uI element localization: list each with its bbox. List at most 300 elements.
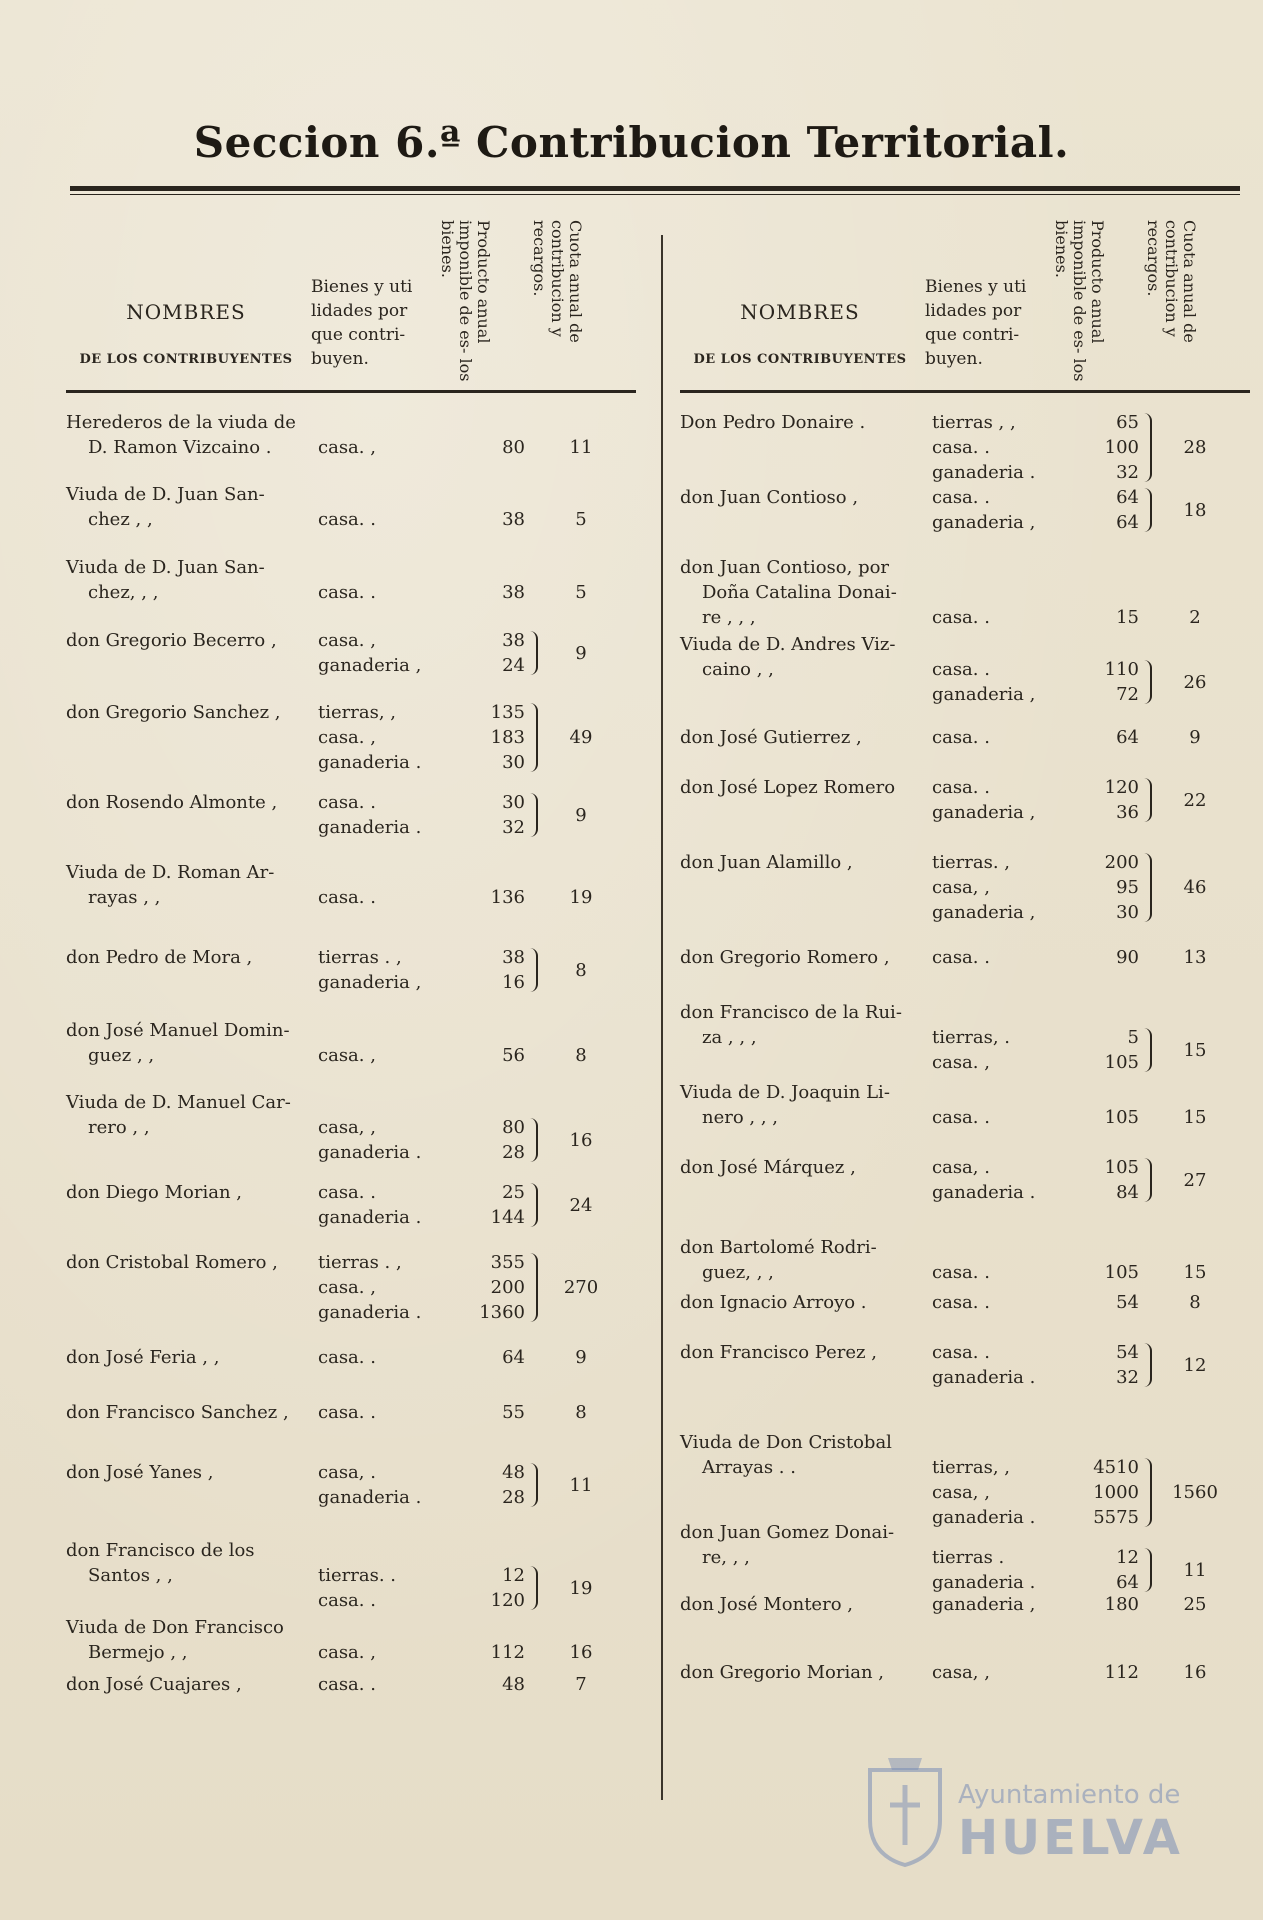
contributor-name-line: caino , , <box>702 659 774 680</box>
property-types <box>318 700 448 775</box>
property-types <box>932 1080 1062 1130</box>
annual-product-value: 64 <box>1116 512 1139 533</box>
contributor-name <box>680 1155 930 1180</box>
contributor-name-line: chez , , <box>88 509 153 530</box>
annual-product-value: 136 <box>490 887 525 908</box>
property-types <box>932 555 1062 630</box>
annual-product-value: 72 <box>1116 684 1139 705</box>
property-type: ganaderia . <box>932 1367 1036 1388</box>
annual-quota: 9 <box>575 804 587 826</box>
contributor-name <box>680 1080 930 1130</box>
contributor-name <box>66 1615 316 1665</box>
annual-quota: 9 <box>1189 727 1201 748</box>
annual-quota: 16 <box>569 1642 593 1663</box>
grouping-brace <box>528 1118 538 1162</box>
contributor-name-line: don Rosendo Almonte , <box>66 792 278 813</box>
annual-quota: 7 <box>575 1674 587 1695</box>
contributor-name-line: don Gregorio Sanchez , <box>66 702 281 723</box>
property-type: casa. . <box>318 1590 376 1611</box>
annual-product-value: 80 <box>502 1117 525 1138</box>
annual-product-values <box>461 1018 525 1068</box>
property-types <box>318 1090 448 1165</box>
annual-product-value <box>461 555 525 580</box>
contributor-name-line: don Ignacio Arroyo . <box>680 1292 867 1313</box>
goods-header: Bienes y uti lidades por que contri- buyen. <box>311 277 413 369</box>
property-type <box>932 555 1062 580</box>
annual-product-value <box>1075 1520 1139 1545</box>
property-type: ganaderia . <box>932 1182 1036 1203</box>
contributor-name-line: don José Cuajares , <box>66 1674 242 1695</box>
annual-quota: 5 <box>575 582 587 603</box>
annual-product-values <box>1075 1155 1139 1205</box>
property-type: casa. . <box>318 509 376 530</box>
property-type <box>932 632 1062 657</box>
property-type: casa. . <box>932 1292 990 1313</box>
property-type: casa. . <box>932 659 990 680</box>
annual-quota: 11 <box>569 1474 593 1496</box>
contributor-name <box>66 1090 316 1140</box>
property-type <box>932 1000 1062 1025</box>
annual-product-value: 1360 <box>479 1302 525 1323</box>
annual-product-value: 25 <box>502 1182 525 1203</box>
header-rule <box>680 390 1250 393</box>
contributor-name-line: re , , , <box>702 607 756 628</box>
annual-product-value: 5 <box>1127 1027 1139 1048</box>
annual-product-value: 110 <box>1104 659 1139 680</box>
property-types <box>932 632 1062 707</box>
annual-quota: 22 <box>1183 789 1207 811</box>
property-type: casa, , <box>932 1482 990 1503</box>
names-header-subtitle: DE LOS CONTRIBUYENTES <box>79 352 293 367</box>
property-type <box>318 860 448 885</box>
annual-product-value: 355 <box>490 1252 525 1273</box>
contributor-name <box>680 1660 930 1685</box>
annual-product-values <box>461 1090 525 1165</box>
contributor-name <box>680 485 930 510</box>
annual-quota: 19 <box>569 1577 593 1599</box>
property-type: ganaderia . <box>318 817 422 838</box>
property-type: casa. . <box>932 947 990 968</box>
annual-product-value <box>1075 1235 1139 1260</box>
contributor-name <box>66 945 316 970</box>
property-type <box>318 410 448 435</box>
annual-product-value <box>461 1018 525 1043</box>
annual-product-value: 105 <box>1104 1052 1139 1073</box>
property-type <box>318 555 448 580</box>
property-type: ganaderia . <box>318 1487 422 1508</box>
annual-quota: 46 <box>1183 877 1207 898</box>
grouping-brace <box>528 1183 538 1227</box>
annual-quota: 2 <box>1189 607 1201 628</box>
property-types <box>932 1430 1062 1530</box>
contributor-name-line: don Juan Contioso , <box>680 487 859 508</box>
annual-product-value: 112 <box>490 1642 525 1663</box>
contributor-name <box>680 632 930 682</box>
contributor-name-line: Santos , , <box>88 1565 173 1586</box>
annual-quota: 24 <box>569 1194 593 1216</box>
annual-quota: 15 <box>1183 1262 1207 1283</box>
property-type: casa, , <box>932 877 990 898</box>
property-type <box>318 1018 448 1043</box>
annual-quota: 9 <box>575 1347 587 1368</box>
annual-quota: 13 <box>1183 947 1207 968</box>
property-types <box>318 945 448 995</box>
annual-product-value: 80 <box>502 437 525 458</box>
contributor-name-line: nero , , , <box>702 1107 779 1128</box>
property-types <box>932 1592 1062 1617</box>
annual-product-values <box>1075 410 1139 485</box>
annual-quota: 16 <box>1183 1662 1207 1683</box>
annual-product-values <box>461 700 525 775</box>
title-rule-thin <box>70 194 1240 195</box>
annual-quota: 15 <box>1183 1039 1207 1061</box>
annual-product-values <box>1075 1520 1139 1595</box>
annual-product-value <box>1075 632 1139 657</box>
property-types <box>932 725 1062 750</box>
annual-product-values <box>461 860 525 910</box>
annual-product-value: 38 <box>502 509 525 530</box>
property-type: ganaderia , <box>932 802 1036 823</box>
contributor-name <box>680 850 930 875</box>
annual-product-value: 12 <box>502 1565 525 1586</box>
annual-product-value: 48 <box>502 1462 525 1483</box>
annual-product-value: 64 <box>502 1347 525 1368</box>
annual-product-values <box>461 410 525 460</box>
contributor-name <box>680 1000 930 1050</box>
property-type: casa. . <box>932 777 990 798</box>
contributor-name-line: Viuda de D. Juan San- <box>66 484 265 505</box>
property-type: casa. . <box>318 1402 376 1423</box>
contributor-name <box>680 1290 930 1315</box>
grouping-brace <box>1142 1158 1152 1202</box>
quota-header: Cuota anual de contribucion y recargos. <box>530 220 585 343</box>
property-type: ganaderia . <box>932 1572 1036 1593</box>
annual-product-value: 12 <box>1116 1547 1139 1568</box>
annual-product-value: 38 <box>502 947 525 968</box>
grouping-brace <box>1142 488 1152 532</box>
property-type: tierras . <box>932 1547 1005 1568</box>
annual-product-value: 1000 <box>1093 1482 1139 1503</box>
names-header-subtitle: DE LOS CONTRIBUYENTES <box>693 352 907 367</box>
annual-product-values <box>1075 775 1139 825</box>
column-divider <box>661 235 663 1800</box>
contributor-name-line: guez , , <box>88 1045 155 1066</box>
contributor-name-line: don José Gutierrez , <box>680 727 862 748</box>
watermark <box>860 1750 1200 1890</box>
annual-quota: 270 <box>563 1277 599 1298</box>
annual-product-values <box>461 1538 525 1613</box>
annual-product-values <box>1075 945 1139 970</box>
contributor-name <box>680 1235 930 1285</box>
contributor-name <box>680 725 930 750</box>
annual-product-values <box>1075 485 1139 535</box>
annual-product-value: 105 <box>1104 1107 1139 1128</box>
annual-quota: 28 <box>1183 437 1207 458</box>
property-type: casa, , <box>318 1117 376 1138</box>
annual-product-value <box>461 1538 525 1563</box>
annual-product-value: 54 <box>1116 1292 1139 1313</box>
contributor-name-line: don Gregorio Morian , <box>680 1662 884 1683</box>
annual-product-value: 28 <box>502 1142 525 1163</box>
annual-product-value: 105 <box>1104 1262 1139 1283</box>
contributor-name-line: don Cristobal Romero , <box>66 1252 278 1273</box>
property-types <box>318 555 448 605</box>
annual-product-values <box>461 1615 525 1665</box>
annual-product-value <box>461 1090 525 1115</box>
contributor-name <box>680 1592 930 1617</box>
annual-quota: 8 <box>575 959 587 981</box>
property-type: ganaderia . <box>318 1302 422 1323</box>
annual-product-value: 15 <box>1116 607 1139 628</box>
annual-product-value: 55 <box>502 1402 525 1423</box>
property-type: ganaderia . <box>932 462 1036 483</box>
grouping-brace <box>528 631 538 675</box>
annual-product-values <box>461 1400 525 1425</box>
property-type <box>318 1090 448 1115</box>
property-types <box>318 1180 448 1230</box>
property-type: tierras. . <box>318 1565 396 1586</box>
annual-product-value <box>1075 555 1139 580</box>
property-type: tierras, , <box>932 1457 1010 1478</box>
annual-quota: 27 <box>1183 1169 1207 1191</box>
annual-product-values <box>461 1345 525 1370</box>
property-types <box>318 1345 448 1370</box>
annual-quota: 1560 <box>1172 1482 1218 1503</box>
contributor-name-line: za , , , <box>702 1027 757 1048</box>
property-types <box>318 1400 448 1425</box>
property-type: ganaderia , <box>932 1594 1036 1615</box>
annual-quota: 19 <box>569 887 593 908</box>
contributor-name-line: don Diego Morian , <box>66 1182 242 1203</box>
contributor-name-line: don Pedro de Mora , <box>66 947 253 968</box>
annual-product-values <box>1075 1340 1139 1390</box>
contributor-name-line: Viuda de D. Manuel Car- <box>66 1092 291 1113</box>
coat-of-arms-icon <box>860 1750 950 1870</box>
annual-quota: 11 <box>569 437 593 458</box>
contributor-name-line: don Gregorio Romero , <box>680 947 890 968</box>
names-header-title: NOMBRES <box>126 300 246 324</box>
annual-product-values <box>1075 632 1139 707</box>
contributor-name <box>66 1538 316 1588</box>
annual-quota: 12 <box>1183 1354 1207 1376</box>
property-type: ganaderia . <box>318 752 422 773</box>
annual-product-values <box>461 628 525 678</box>
annual-product-values <box>1075 1235 1139 1285</box>
annual-product-value: 105 <box>1104 1157 1139 1178</box>
annual-product-values <box>1075 1000 1139 1075</box>
contributor-name <box>680 555 930 630</box>
annual-product-values <box>461 1672 525 1697</box>
contributor-name-line: don Bartolomé Rodri- <box>680 1237 877 1258</box>
contributor-name-line: don José Feria , , <box>66 1347 220 1368</box>
property-types <box>932 1235 1062 1285</box>
annual-product-values <box>1075 1660 1139 1685</box>
grouping-brace <box>1142 660 1152 704</box>
annual-quota: 25 <box>1183 1594 1207 1615</box>
annual-product-values <box>461 945 525 995</box>
annual-product-value: 135 <box>490 702 525 723</box>
page-title: Seccion 6.ª Contribucion Territorial. <box>193 118 1070 167</box>
annual-product-values <box>1075 1430 1139 1530</box>
property-type: tierras , , <box>932 412 1016 433</box>
property-type: casa, . <box>318 1462 376 1483</box>
property-type <box>932 1430 1062 1455</box>
contributor-name <box>66 1345 316 1370</box>
contributor-name-line: Viuda de D. Juan San- <box>66 557 265 578</box>
annual-product-value: 38 <box>502 630 525 651</box>
annual-product-value: 64 <box>1116 487 1139 508</box>
property-types <box>318 1460 448 1510</box>
contributor-name-line: don Francisco de los <box>66 1540 255 1561</box>
annual-product-value: 30 <box>502 792 525 813</box>
contributor-name-line: don José Lopez Romero <box>680 777 896 798</box>
annual-product-value: 24 <box>502 655 525 676</box>
contributor-name-line: don Francisco Perez , <box>680 1342 877 1363</box>
property-types <box>932 945 1062 970</box>
contributor-name-line: Viuda de D. Joaquin Li- <box>680 1082 890 1103</box>
property-type: casa. . <box>932 1342 990 1363</box>
contributor-name-line: Doña Catalina Donai- <box>702 582 897 603</box>
contributor-name-line: rero , , <box>88 1117 150 1138</box>
annual-quota: 5 <box>575 509 587 530</box>
table-header <box>680 205 1250 395</box>
annual-quota: 11 <box>1183 1559 1207 1581</box>
annual-product-value <box>1075 1000 1139 1025</box>
property-type: tierras . , <box>318 947 402 968</box>
annual-product-value: 56 <box>502 1045 525 1066</box>
annual-product-values <box>461 790 525 840</box>
property-type: tierras. , <box>932 852 1010 873</box>
annual-product-values <box>1075 555 1139 630</box>
grouping-brace <box>528 1566 538 1610</box>
property-types <box>932 775 1062 825</box>
grouping-brace <box>528 793 538 837</box>
grouping-brace <box>528 703 538 772</box>
property-type: casa. . <box>318 1182 376 1203</box>
contributor-name-line: guez, , , <box>702 1262 774 1283</box>
property-type <box>318 1615 448 1640</box>
grouping-brace <box>528 948 538 992</box>
contributor-name-line: Viuda de D. Roman Ar- <box>66 862 275 883</box>
property-types <box>318 410 448 460</box>
property-type <box>318 1538 448 1563</box>
annual-product-values <box>461 1180 525 1230</box>
property-type: casa. , <box>318 437 376 458</box>
property-types <box>932 1340 1062 1390</box>
annual-product-value <box>461 860 525 885</box>
property-type: casa. , <box>318 630 376 651</box>
property-types <box>318 1672 448 1697</box>
contributor-name <box>66 1250 316 1275</box>
grouping-brace <box>1142 1548 1152 1592</box>
grouping-brace <box>528 1463 538 1507</box>
grouping-brace <box>1142 1028 1152 1072</box>
contributor-name-line: chez, , , <box>88 582 159 603</box>
annual-product-value: 54 <box>1116 1342 1139 1363</box>
annual-product-value <box>461 410 525 435</box>
property-type <box>318 482 448 507</box>
annual-product-value: 65 <box>1116 412 1139 433</box>
property-type: ganaderia , <box>932 902 1036 923</box>
contributor-name-line: rayas , , <box>88 887 161 908</box>
property-types <box>318 1250 448 1325</box>
annual-product-values <box>1075 1290 1139 1315</box>
annual-product-values <box>461 482 525 532</box>
contributor-name-line: don José Manuel Domin- <box>66 1020 290 1041</box>
property-type: casa. . <box>318 887 376 908</box>
title-rule <box>70 186 1240 191</box>
goods-header: Bienes y uti lidades por que contri- buyen. <box>925 277 1027 369</box>
property-type: ganaderia . <box>318 1207 422 1228</box>
contributor-name <box>680 775 930 800</box>
annual-product-values <box>1075 850 1139 925</box>
contributor-name <box>66 860 316 910</box>
property-type <box>932 1080 1062 1105</box>
names-header <box>66 300 306 367</box>
product-header: Producto anual imponible de es- los bienes. <box>438 220 493 382</box>
property-type: ganaderia , <box>932 684 1036 705</box>
annual-product-values <box>461 555 525 605</box>
annual-product-value <box>1075 1080 1139 1105</box>
contributor-name-line: don José Márquez , <box>680 1157 856 1178</box>
contributor-name <box>680 1340 930 1365</box>
property-types <box>318 1615 448 1665</box>
property-types <box>932 1520 1062 1595</box>
annual-product-value: 38 <box>502 582 525 603</box>
table-header <box>66 205 636 395</box>
property-types <box>932 1660 1062 1685</box>
property-type: casa. , <box>318 1045 376 1066</box>
contributor-name <box>66 1400 316 1425</box>
property-types <box>932 1000 1062 1075</box>
property-type: casa. . <box>318 582 376 603</box>
annual-product-value: 32 <box>1116 1367 1139 1388</box>
contributor-name-line: don Juan Contioso, por <box>680 557 890 578</box>
annual-product-value: 180 <box>1104 1594 1139 1615</box>
annual-product-value: 48 <box>502 1674 525 1695</box>
annual-quota: 18 <box>1183 499 1207 521</box>
property-type: tierras . , <box>318 1252 402 1273</box>
annual-product-values <box>461 1460 525 1510</box>
annual-product-value: 84 <box>1116 1182 1139 1203</box>
annual-product-value: 64 <box>1116 727 1139 748</box>
watermark-line2: HUELVA <box>958 1810 1183 1866</box>
annual-product-value: 28 <box>502 1487 525 1508</box>
grouping-brace <box>1142 1343 1152 1387</box>
property-type: tierras, . <box>932 1027 1010 1048</box>
annual-product-value: 30 <box>502 752 525 773</box>
annual-product-value: 183 <box>490 727 525 748</box>
annual-quota: 16 <box>569 1129 593 1151</box>
contributor-name <box>66 410 316 460</box>
grouping-brace <box>1142 413 1152 482</box>
contributor-name-line: Bermejo , , <box>88 1642 188 1663</box>
property-type: casa, , <box>932 1662 990 1683</box>
annual-quota: 8 <box>575 1045 587 1066</box>
grouping-brace <box>1142 778 1152 822</box>
property-type: casa. . <box>932 727 990 748</box>
contributor-name <box>66 790 316 815</box>
property-type: casa. . <box>932 607 990 628</box>
annual-product-value: 36 <box>1116 802 1139 823</box>
property-type: ganaderia , <box>318 655 422 676</box>
annual-product-value: 120 <box>490 1590 525 1611</box>
property-type <box>932 580 1062 605</box>
property-type: casa. . <box>932 487 990 508</box>
contributor-name-line: don Francisco de la Rui- <box>680 1002 902 1023</box>
header-rule <box>66 390 636 393</box>
property-types <box>318 860 448 910</box>
